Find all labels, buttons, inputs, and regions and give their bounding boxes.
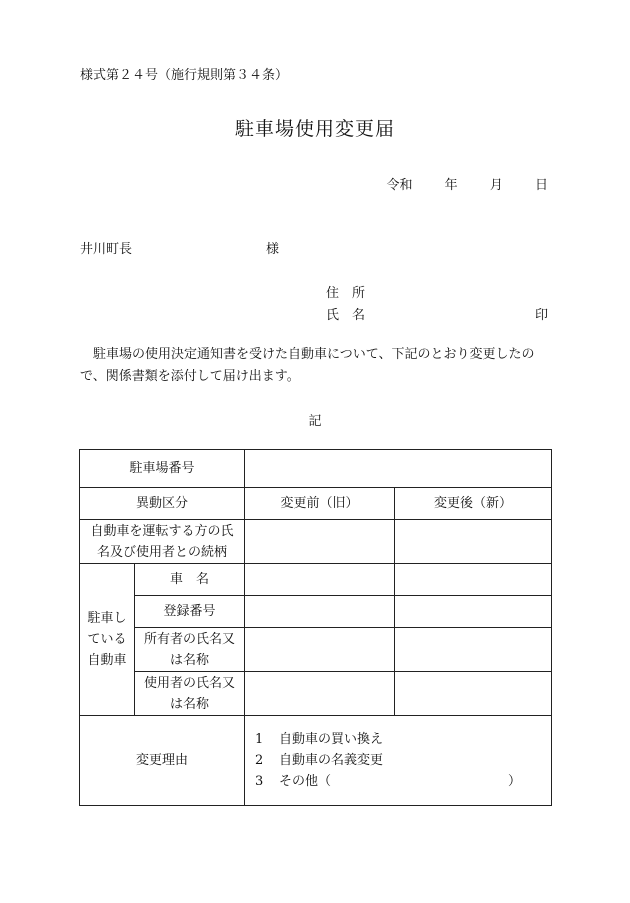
date-day: 日 (534, 178, 548, 193)
parked-label-line1: 駐車し (87, 611, 127, 626)
ki-heading: 記 (308, 414, 322, 429)
date-line (387, 174, 548, 193)
reason-label: 変更理由 (80, 716, 245, 806)
form-number: 様式第２４号（施行規則第３４条） (80, 68, 289, 83)
user-label-line1: 使用者の氏名又 (144, 675, 236, 691)
owner-after-field[interactable] (395, 628, 552, 672)
name-label: 氏 名 (326, 308, 366, 323)
reason-option-1-label: 自動車の買い換え (279, 732, 384, 747)
reason-option-1-number: 1 (255, 732, 264, 747)
user-label (135, 672, 245, 716)
date-year: 年 (444, 178, 458, 193)
driver-label-line1: 自動車を運転する方の氏 (90, 523, 234, 539)
registration-number-label: 登録番号 (135, 596, 245, 628)
reason-option-1[interactable] (255, 729, 551, 750)
parked-label-line3: 自動車 (87, 653, 127, 668)
driver-after-field[interactable] (395, 520, 552, 564)
parked-label-line2: ている (87, 632, 127, 647)
before-header: 変更前（旧） (245, 488, 395, 520)
owner-label (135, 628, 245, 672)
reason-option-2-number: 2 (255, 753, 264, 768)
recipient-name: 井川町長 (80, 242, 133, 257)
document-title: 駐車場使用変更届 (234, 118, 395, 140)
reason-option-3-number: 3 (255, 774, 264, 789)
car-name-label: 車 名 (135, 564, 245, 596)
reason-option-2-label: 自動車の名義変更 (279, 753, 384, 768)
change-table (79, 449, 552, 806)
owner-label-line1: 所有者の氏名又 (144, 631, 236, 647)
seal-mark: 印 (534, 308, 548, 323)
owner-label-line2: は名称 (170, 652, 210, 668)
reason-option-2[interactable] (255, 750, 551, 771)
body-text: 駐車場の使用決定通知書を受けた自動車について、下記のとおり変更したので、関係書類を添付して届け出ます。 (80, 347, 535, 384)
car-name-after-field[interactable] (395, 564, 552, 596)
recipient-honorific: 様 (266, 242, 280, 257)
registration-after-field[interactable] (395, 596, 552, 628)
reason-option-3-label: その他（ (279, 774, 332, 789)
user-before-field[interactable] (245, 672, 395, 716)
user-label-line2: は名称 (170, 696, 210, 712)
driver-before-field[interactable] (245, 520, 395, 564)
driver-label-line2: 名及び使用者との続柄 (97, 544, 228, 560)
date-month: 月 (489, 178, 503, 193)
registration-before-field[interactable] (245, 596, 395, 628)
user-after-field[interactable] (395, 672, 552, 716)
change-category-label: 異動区分 (80, 488, 245, 520)
parked-vehicle-label (80, 564, 135, 716)
parking-number-label: 駐車場番号 (80, 450, 245, 488)
recipient-line (80, 238, 280, 257)
reason-options (245, 716, 552, 806)
owner-before-field[interactable] (245, 628, 395, 672)
car-name-before-field[interactable] (245, 564, 395, 596)
date-era: 令和 (386, 178, 413, 193)
reason-other-close-paren: ） (508, 774, 522, 789)
address-label: 住 所 (326, 286, 366, 301)
reason-option-3[interactable] (255, 771, 551, 792)
parking-number-field[interactable] (245, 450, 552, 488)
driver-label (80, 520, 245, 564)
after-header: 変更後（新） (395, 488, 552, 520)
